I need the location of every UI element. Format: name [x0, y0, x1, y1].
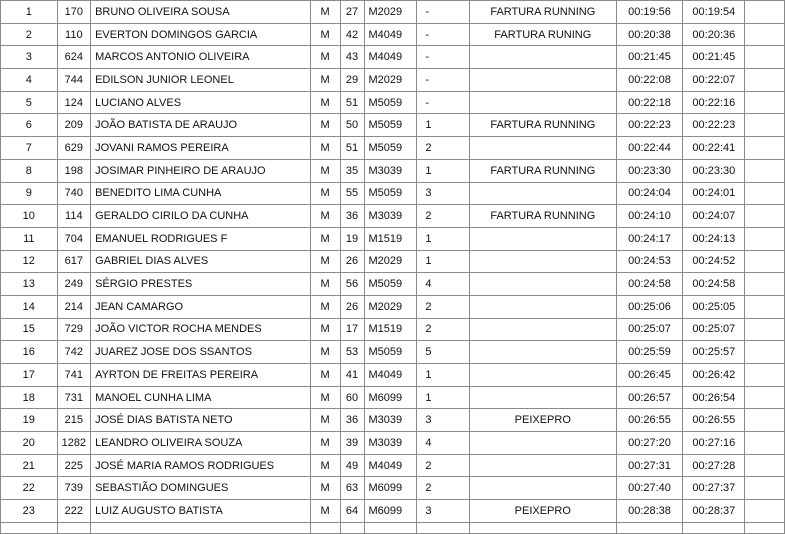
athlete-name-cell: MANOEL CUNHA LIMA — [91, 386, 311, 409]
athlete-name-cell: SEBASTIÃO DOMINGUES — [91, 477, 311, 500]
empty-cell — [745, 227, 785, 250]
gun-time-cell: 00:25:59 — [616, 341, 683, 364]
category-position-cell: 1 — [417, 159, 470, 182]
category-cell: M1519 — [364, 227, 417, 250]
net-time-cell: 00:20:36 — [683, 23, 745, 46]
net-time-cell: 00:25:07 — [683, 318, 745, 341]
age-cell: 56 — [340, 273, 364, 296]
team-cell — [469, 46, 616, 69]
position-cell: 6 — [1, 114, 58, 137]
position-cell: 2 — [1, 23, 58, 46]
gun-time-cell: 00:22:08 — [616, 69, 683, 92]
team-cell — [469, 273, 616, 296]
position-cell: 17 — [1, 364, 58, 387]
net-time-cell: 00:22:41 — [683, 137, 745, 160]
empty-cell — [745, 46, 785, 69]
age-cell: 19 — [340, 227, 364, 250]
category-cell: M3039 — [364, 409, 417, 432]
position-cell: 3 — [1, 46, 58, 69]
bib-number-cell: 729 — [57, 318, 90, 341]
athlete-name-cell: JOÃO VICTOR ROCHA MENDES — [91, 318, 311, 341]
empty-cell — [745, 386, 785, 409]
gun-time-cell: 00:26:57 — [616, 386, 683, 409]
gun-time-cell: 00:22:18 — [616, 91, 683, 114]
age-cell: 63 — [340, 477, 364, 500]
gun-time-cell: 00:28:38 — [616, 500, 683, 523]
age-cell: 43 — [340, 46, 364, 69]
bib-number-cell: 222 — [57, 500, 90, 523]
age-cell: 60 — [340, 386, 364, 409]
gun-time-cell: 00:27:20 — [616, 432, 683, 455]
empty-cell — [745, 250, 785, 273]
gun-time-cell: 00:25:07 — [616, 318, 683, 341]
bib-number-cell: 744 — [57, 69, 90, 92]
bib-number-cell: 215 — [57, 409, 90, 432]
empty-cell — [745, 432, 785, 455]
gun-time-cell: 00:25:06 — [616, 295, 683, 318]
gun-time-cell: 00:27:31 — [616, 454, 683, 477]
category-cell: M4049 — [364, 23, 417, 46]
net-time-cell: 00:28:37 — [683, 500, 745, 523]
bib-number-cell: 617 — [57, 250, 90, 273]
table-row — [1, 91, 785, 114]
category-position-cell: - — [417, 91, 470, 114]
category-position-cell: 3 — [417, 500, 470, 523]
team-cell — [469, 364, 616, 387]
category-position-cell: 3 — [417, 409, 470, 432]
category-cell: M6099 — [364, 500, 417, 523]
category-position-cell: 1 — [417, 114, 470, 137]
category-position-cell: 2 — [417, 318, 470, 341]
age-cell: 64 — [340, 500, 364, 523]
category-position-cell: 4 — [417, 273, 470, 296]
category-cell: M6099 — [364, 477, 417, 500]
athlete-name-cell: SÉRGIO PRESTES — [91, 273, 311, 296]
category-position-cell: 1 — [417, 386, 470, 409]
team-cell: FARTURA RUNNING — [469, 159, 616, 182]
gun-time-cell: 00:22:44 — [616, 137, 683, 160]
category-position-cell: 1 — [417, 250, 470, 273]
team-cell: FARTURA RUNNING — [469, 205, 616, 228]
empty-cell — [745, 409, 785, 432]
sex-cell: M — [310, 341, 340, 364]
team-cell — [469, 250, 616, 273]
team-cell: FARTURA RUNNING — [469, 114, 616, 137]
table-row — [1, 273, 785, 296]
empty-cell — [745, 69, 785, 92]
gun-time-cell: 00:21:45 — [616, 46, 683, 69]
net-time-cell: 00:21:45 — [683, 46, 745, 69]
table-row — [1, 114, 785, 137]
net-time-cell: 00:27:16 — [683, 432, 745, 455]
table-row — [1, 159, 785, 182]
category-cell: M5059 — [364, 273, 417, 296]
athlete-name-cell: JOSÉ DIAS BATISTA NETO — [91, 409, 311, 432]
category-cell: M5059 — [364, 341, 417, 364]
age-cell: 36 — [340, 409, 364, 432]
category-position-cell: 2 — [417, 205, 470, 228]
age-cell: 39 — [340, 432, 364, 455]
empty-cell — [745, 341, 785, 364]
bib-number-cell: 249 — [57, 273, 90, 296]
gun-time-cell: 00:23:30 — [616, 159, 683, 182]
empty-cell — [745, 91, 785, 114]
team-cell — [469, 295, 616, 318]
net-time-cell: 00:22:23 — [683, 114, 745, 137]
category-cell: M2029 — [364, 69, 417, 92]
table-row — [1, 364, 785, 387]
empty-cell — [745, 522, 785, 533]
team-cell: FARTURA RUNNING — [469, 1, 616, 24]
gun-time-cell: 00:22:23 — [616, 114, 683, 137]
bib-number-cell: 124 — [57, 91, 90, 114]
net-time-cell: 00:22:07 — [683, 69, 745, 92]
table-row — [1, 295, 785, 318]
category-cell: M4049 — [364, 364, 417, 387]
bib-number-cell: 742 — [57, 341, 90, 364]
athlete-name-cell: EVERTON DOMINGOS GARCIA — [91, 23, 311, 46]
sex-cell: M — [310, 91, 340, 114]
table-row — [1, 1, 785, 24]
position-cell: 20 — [1, 432, 58, 455]
age-cell: 29 — [340, 69, 364, 92]
position-cell: 22 — [1, 477, 58, 500]
position-cell: 16 — [1, 341, 58, 364]
empty-cell — [310, 522, 340, 533]
empty-cell — [340, 522, 364, 533]
category-position-cell: 2 — [417, 295, 470, 318]
age-cell: 51 — [340, 137, 364, 160]
bib-number-cell: 198 — [57, 159, 90, 182]
position-cell: 15 — [1, 318, 58, 341]
gun-time-cell: 00:27:40 — [616, 477, 683, 500]
category-position-cell: 1 — [417, 227, 470, 250]
empty-cell — [745, 454, 785, 477]
table-row — [1, 386, 785, 409]
empty-cell — [745, 182, 785, 205]
table-row — [1, 182, 785, 205]
sex-cell: M — [310, 23, 340, 46]
position-cell: 23 — [1, 500, 58, 523]
athlete-name-cell: LUCIANO ALVES — [91, 91, 311, 114]
age-cell: 50 — [340, 114, 364, 137]
gun-time-cell: 00:24:58 — [616, 273, 683, 296]
category-cell: M6099 — [364, 386, 417, 409]
sex-cell: M — [310, 273, 340, 296]
category-cell: M4049 — [364, 46, 417, 69]
athlete-name-cell: MARCOS ANTONIO OLIVEIRA — [91, 46, 311, 69]
athlete-name-cell: JUAREZ JOSE DOS SSANTOS — [91, 341, 311, 364]
team-cell — [469, 477, 616, 500]
athlete-name-cell: LEANDRO OLIVEIRA SOUZA — [91, 432, 311, 455]
sex-cell: M — [310, 69, 340, 92]
team-cell — [469, 318, 616, 341]
empty-cell — [745, 364, 785, 387]
empty-cell — [745, 137, 785, 160]
table-row — [1, 409, 785, 432]
age-cell: 41 — [340, 364, 364, 387]
category-position-cell: 4 — [417, 432, 470, 455]
sex-cell: M — [310, 454, 340, 477]
athlete-name-cell: LUIZ AUGUSTO BATISTA — [91, 500, 311, 523]
net-time-cell: 00:26:42 — [683, 364, 745, 387]
position-cell: 11 — [1, 227, 58, 250]
age-cell: 35 — [340, 159, 364, 182]
sex-cell: M — [310, 1, 340, 24]
athlete-name-cell: EDILSON JUNIOR LEONEL — [91, 69, 311, 92]
category-cell: M5059 — [364, 137, 417, 160]
table-row — [1, 137, 785, 160]
empty-cell — [745, 159, 785, 182]
category-position-cell: - — [417, 46, 470, 69]
team-cell: PEIXEPRO — [469, 409, 616, 432]
gun-time-cell: 00:24:17 — [616, 227, 683, 250]
bib-number-cell: 740 — [57, 182, 90, 205]
category-cell: M2029 — [364, 250, 417, 273]
team-cell — [469, 386, 616, 409]
position-cell: 10 — [1, 205, 58, 228]
category-cell: M1519 — [364, 318, 417, 341]
athlete-name-cell: BENEDITO LIMA CUNHA — [91, 182, 311, 205]
table-row — [1, 46, 785, 69]
table-row — [1, 454, 785, 477]
table-row — [1, 250, 785, 273]
table-row — [1, 500, 785, 523]
team-cell — [469, 454, 616, 477]
net-time-cell: 00:27:28 — [683, 454, 745, 477]
sex-cell: M — [310, 364, 340, 387]
sex-cell: M — [310, 409, 340, 432]
position-cell: 14 — [1, 295, 58, 318]
gun-time-cell: 00:20:38 — [616, 23, 683, 46]
age-cell: 55 — [340, 182, 364, 205]
empty-cell — [745, 273, 785, 296]
net-time-cell: 00:22:16 — [683, 91, 745, 114]
category-position-cell: 2 — [417, 477, 470, 500]
age-cell: 26 — [340, 250, 364, 273]
category-position-cell: - — [417, 69, 470, 92]
age-cell: 51 — [340, 91, 364, 114]
athlete-name-cell: JOVANI RAMOS PEREIRA — [91, 137, 311, 160]
gun-time-cell: 00:24:53 — [616, 250, 683, 273]
table-row — [1, 341, 785, 364]
position-cell: 18 — [1, 386, 58, 409]
athlete-name-cell: BRUNO OLIVEIRA SOUSA — [91, 1, 311, 24]
team-cell — [469, 137, 616, 160]
bib-number-cell: 225 — [57, 454, 90, 477]
net-time-cell: 00:25:57 — [683, 341, 745, 364]
team-cell — [469, 227, 616, 250]
gun-time-cell: 00:24:10 — [616, 205, 683, 228]
table-row — [1, 318, 785, 341]
empty-cell — [683, 522, 745, 533]
category-cell: M5059 — [364, 91, 417, 114]
athlete-name-cell: GERALDO CIRILO DA CUNHA — [91, 205, 311, 228]
team-cell: PEIXEPRO — [469, 500, 616, 523]
category-cell: M4049 — [364, 454, 417, 477]
category-position-cell: 5 — [417, 341, 470, 364]
bib-number-cell: 170 — [57, 1, 90, 24]
net-time-cell: 00:19:54 — [683, 1, 745, 24]
bib-number-cell: 114 — [57, 205, 90, 228]
empty-cell — [745, 318, 785, 341]
category-position-cell: - — [417, 23, 470, 46]
age-cell: 53 — [340, 341, 364, 364]
bib-number-cell: 629 — [57, 137, 90, 160]
category-cell: M2029 — [364, 295, 417, 318]
table-row — [1, 69, 785, 92]
empty-cell — [364, 522, 417, 533]
sex-cell: M — [310, 500, 340, 523]
category-cell: M2029 — [364, 1, 417, 24]
sex-cell: M — [310, 227, 340, 250]
bib-number-cell: 110 — [57, 23, 90, 46]
table-row — [1, 227, 785, 250]
empty-cell — [417, 522, 470, 533]
net-time-cell: 00:24:07 — [683, 205, 745, 228]
empty-cell — [745, 114, 785, 137]
sex-cell: M — [310, 295, 340, 318]
position-cell: 1 — [1, 1, 58, 24]
gun-time-cell: 00:24:04 — [616, 182, 683, 205]
sex-cell: M — [310, 182, 340, 205]
empty-cell — [1, 522, 58, 533]
sex-cell: M — [310, 46, 340, 69]
athlete-name-cell: GABRIEL DIAS ALVES — [91, 250, 311, 273]
athlete-name-cell: JOSÉ MARIA RAMOS RODRIGUES — [91, 454, 311, 477]
position-cell: 13 — [1, 273, 58, 296]
athlete-name-cell: EMANUEL RODRIGUES F — [91, 227, 311, 250]
net-time-cell: 00:24:01 — [683, 182, 745, 205]
team-cell — [469, 182, 616, 205]
sex-cell: M — [310, 205, 340, 228]
table-row — [1, 23, 785, 46]
athlete-name-cell: JOÃO BATISTA DE ARAUJO — [91, 114, 311, 137]
category-position-cell: 1 — [417, 364, 470, 387]
position-cell: 4 — [1, 69, 58, 92]
gun-time-cell: 00:19:56 — [616, 1, 683, 24]
category-cell: M3039 — [364, 432, 417, 455]
category-position-cell: 3 — [417, 182, 470, 205]
net-time-cell: 00:25:05 — [683, 295, 745, 318]
results-table-body — [1, 1, 785, 534]
sex-cell: M — [310, 432, 340, 455]
category-position-cell: 2 — [417, 454, 470, 477]
net-time-cell: 00:24:13 — [683, 227, 745, 250]
table-row — [1, 477, 785, 500]
empty-cell — [616, 522, 683, 533]
empty-cell — [745, 477, 785, 500]
position-cell: 21 — [1, 454, 58, 477]
position-cell: 5 — [1, 91, 58, 114]
position-cell: 8 — [1, 159, 58, 182]
table-row-partial — [1, 522, 785, 533]
athlete-name-cell: JEAN CAMARGO — [91, 295, 311, 318]
position-cell: 7 — [1, 137, 58, 160]
bib-number-cell: 741 — [57, 364, 90, 387]
table-row — [1, 205, 785, 228]
sex-cell: M — [310, 386, 340, 409]
team-cell — [469, 341, 616, 364]
position-cell: 19 — [1, 409, 58, 432]
category-cell: M5059 — [364, 114, 417, 137]
empty-cell — [469, 522, 616, 533]
bib-number-cell: 1282 — [57, 432, 90, 455]
bib-number-cell: 739 — [57, 477, 90, 500]
sex-cell: M — [310, 114, 340, 137]
net-time-cell: 00:26:54 — [683, 386, 745, 409]
bib-number-cell: 704 — [57, 227, 90, 250]
age-cell: 36 — [340, 205, 364, 228]
sex-cell: M — [310, 477, 340, 500]
team-cell — [469, 432, 616, 455]
age-cell: 27 — [340, 1, 364, 24]
position-cell: 9 — [1, 182, 58, 205]
empty-cell — [745, 1, 785, 24]
team-cell: FARTURA RUNING — [469, 23, 616, 46]
category-cell: M3039 — [364, 159, 417, 182]
net-time-cell: 00:26:55 — [683, 409, 745, 432]
empty-cell — [745, 295, 785, 318]
sex-cell: M — [310, 159, 340, 182]
bib-number-cell: 731 — [57, 386, 90, 409]
sex-cell: M — [310, 137, 340, 160]
empty-cell — [745, 205, 785, 228]
empty-cell — [57, 522, 90, 533]
net-time-cell: 00:23:30 — [683, 159, 745, 182]
athlete-name-cell: AYRTON DE FREITAS PEREIRA — [91, 364, 311, 387]
category-position-cell: 2 — [417, 137, 470, 160]
gun-time-cell: 00:26:55 — [616, 409, 683, 432]
category-cell: M5059 — [364, 182, 417, 205]
athlete-name-cell: JOSIMAR PINHEIRO DE ARAUJO — [91, 159, 311, 182]
bib-number-cell: 624 — [57, 46, 90, 69]
age-cell: 17 — [340, 318, 364, 341]
team-cell — [469, 91, 616, 114]
net-time-cell: 00:24:58 — [683, 273, 745, 296]
position-cell: 12 — [1, 250, 58, 273]
empty-cell — [745, 23, 785, 46]
bib-number-cell: 214 — [57, 295, 90, 318]
empty-cell — [91, 522, 311, 533]
gun-time-cell: 00:26:45 — [616, 364, 683, 387]
category-cell: M3039 — [364, 205, 417, 228]
age-cell: 26 — [340, 295, 364, 318]
category-position-cell: - — [417, 1, 470, 24]
age-cell: 49 — [340, 454, 364, 477]
net-time-cell: 00:24:52 — [683, 250, 745, 273]
empty-cell — [745, 500, 785, 523]
sex-cell: M — [310, 318, 340, 341]
table-row — [1, 432, 785, 455]
sex-cell: M — [310, 250, 340, 273]
bib-number-cell: 209 — [57, 114, 90, 137]
age-cell: 42 — [340, 23, 364, 46]
net-time-cell: 00:27:37 — [683, 477, 745, 500]
team-cell — [469, 69, 616, 92]
